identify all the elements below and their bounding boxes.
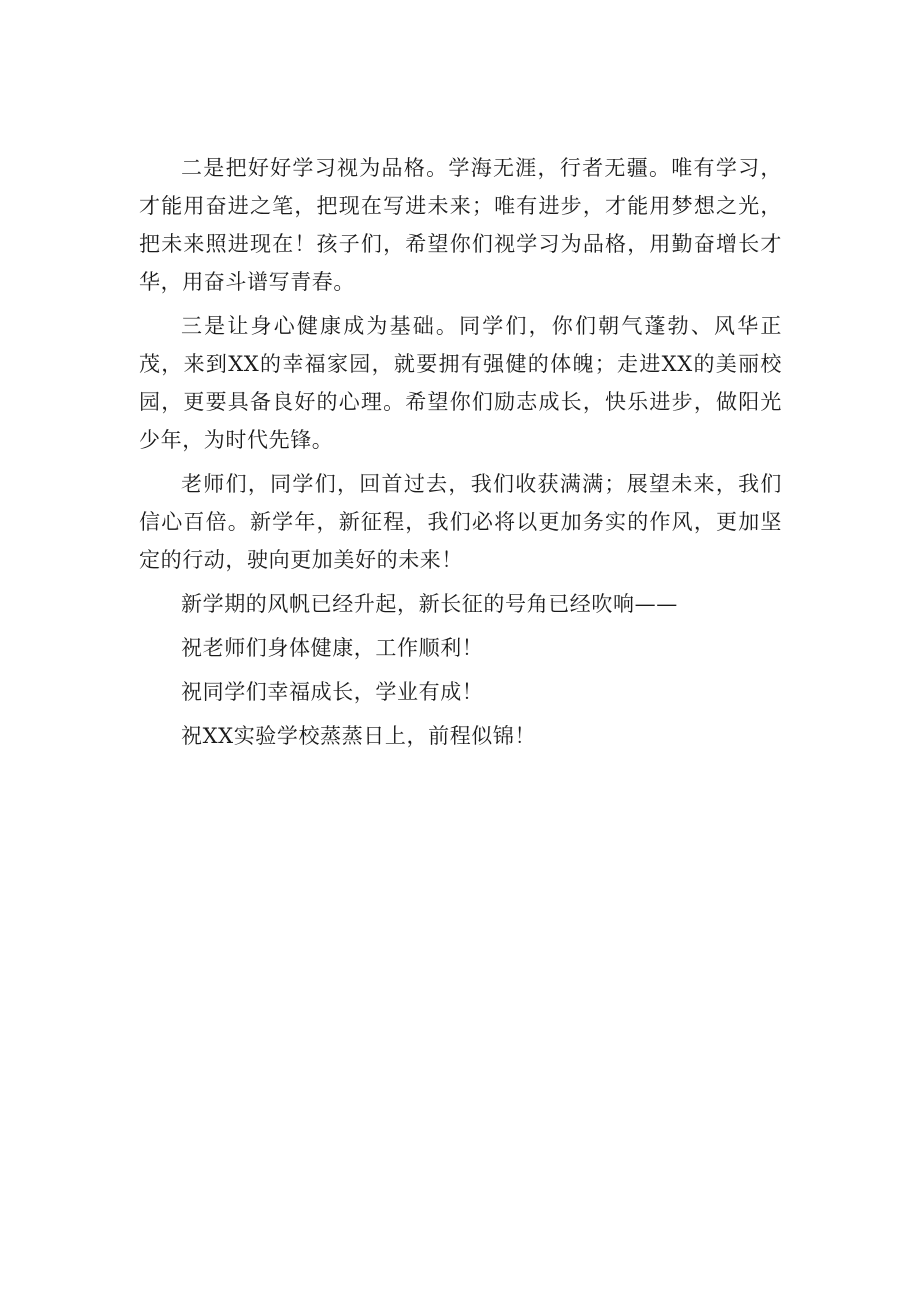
closing-line-school: 祝XX实验学校蒸蒸日上，前程似锦！ xyxy=(181,724,537,748)
paragraph-study: 二是把好好学习视为品格。学海无涯，行者无疆。唯有学习，才能用奋进之笔，把现在写进未来；唯有进步，才能用梦想之光，把未来照进现在！孩子们，希望你们视学习为品格，用勤奋增长才华，用奋斗谱写青春。 xyxy=(139,156,782,294)
paragraph-future: 老师们，同学们，回首过去，我们收获满满；展望未来，我们信心百倍。新学年，新征程，我们必将以更加务实的作风，更加坚定的行动，驶向更加美好的未来！ xyxy=(139,472,782,572)
closing-line-sail: 新学期的风帆已经升起，新长征的号角已经吹响—— xyxy=(181,592,678,616)
paragraph-health: 三是让身心健康成为基础。同学们，你们朝气蓬勃、风华正茂，来到XX的幸福家园，就要拥有强健的体魄；走进XX的美丽校园，更要具备良好的心理。希望你们励志成长，快乐进步，做阳光少年，为时代先锋。 xyxy=(139,314,782,452)
closing-line-students: 祝同学们幸福成长，学业有成！ xyxy=(181,680,484,704)
document-body xyxy=(139,149,782,761)
closing-line-teachers: 祝老师们身体健康，工作顺利！ xyxy=(181,636,484,660)
